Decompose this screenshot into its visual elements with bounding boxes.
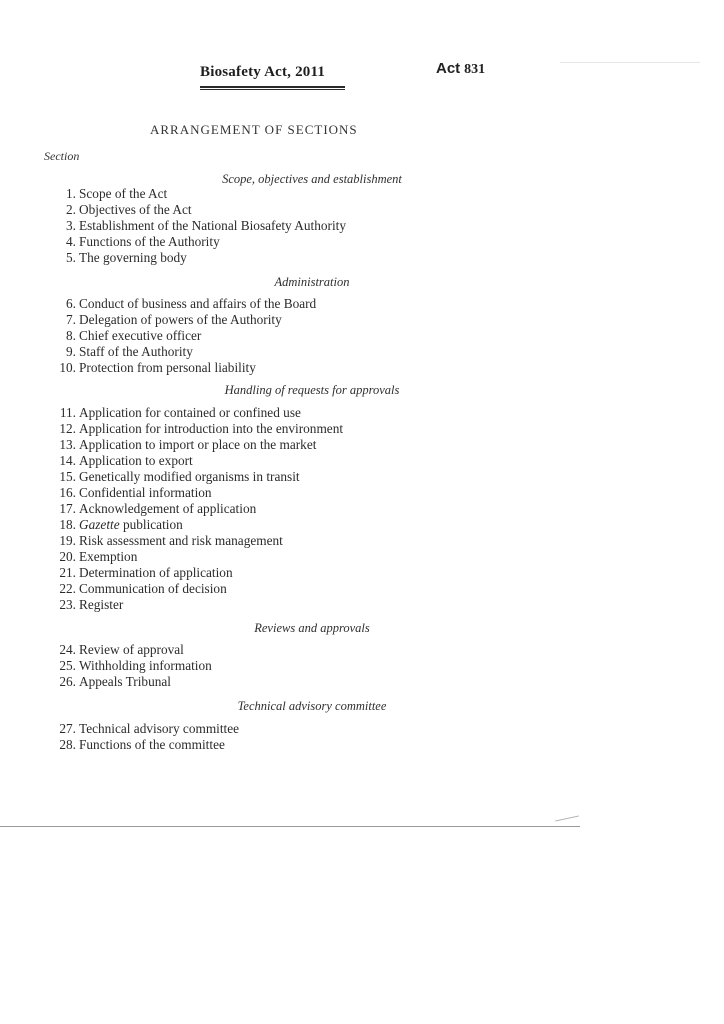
section-number: 23. — [59, 597, 76, 612]
group-heading: Technical advisory committee — [237, 699, 387, 713]
toc-item — [40, 581, 227, 597]
section-title: Acknowledgement of application — [79, 501, 257, 516]
section-number: 8. — [66, 328, 76, 343]
toc-item — [40, 642, 184, 658]
toc-item — [40, 674, 171, 690]
toc-item — [40, 469, 300, 485]
section-title: Review of approval — [79, 642, 184, 657]
section-number: 6. — [66, 296, 76, 311]
section-number: 14. — [59, 453, 76, 468]
act-number-label — [436, 60, 485, 78]
toc-item — [40, 549, 137, 565]
section-title: Application to export — [79, 453, 193, 468]
section-title: Register — [79, 597, 124, 612]
title-underline — [200, 86, 345, 90]
section-title: Withholding information — [79, 658, 212, 673]
section-number: 4. — [66, 234, 76, 249]
section-title: Functions of the Authority — [79, 234, 220, 249]
section-number: 21. — [59, 565, 76, 580]
section-number: 12. — [59, 421, 76, 436]
section-number: 22. — [59, 581, 76, 596]
toc-item — [40, 565, 233, 581]
section-title: Genetically modified organisms in transit — [79, 469, 300, 484]
section-title: Objectives of the Act — [79, 202, 192, 217]
section-number: 16. — [59, 485, 76, 500]
section-title: Scope of the Act — [79, 186, 168, 201]
section-number: 28. — [59, 737, 76, 752]
toc-item — [40, 501, 256, 517]
section-title: Delegation of powers of the Authority — [79, 312, 282, 327]
section-number: 11. — [59, 405, 76, 420]
section-title: Communication of decision — [79, 581, 227, 596]
group-heading: Reviews and approvals — [254, 621, 370, 635]
section-title: Application for introduction into the environment — [79, 421, 344, 436]
toc-item — [40, 360, 256, 376]
section-number: 9. — [66, 344, 76, 359]
section-number: 24. — [59, 642, 76, 657]
toc-item — [40, 344, 193, 360]
toc-item — [40, 186, 167, 202]
toc-item — [40, 234, 220, 250]
toc-item — [40, 250, 187, 266]
toc-item — [40, 202, 192, 218]
section-title: Technical advisory committee — [79, 721, 240, 736]
toc-item — [40, 485, 212, 501]
section-title: Determination of application — [79, 565, 233, 580]
toc-item — [40, 533, 283, 549]
section-number: 26. — [59, 674, 76, 689]
section-number: 19. — [59, 533, 76, 548]
section-title: Functions of the committee — [79, 737, 225, 752]
act-number: 831 — [464, 62, 486, 77]
section-number: 3. — [66, 218, 76, 233]
section-title: Conduct of business and affairs of the Board — [79, 296, 317, 311]
toc-item — [40, 437, 316, 453]
toc-item — [40, 405, 301, 421]
toc-item — [40, 721, 239, 737]
section-title: Appeals Tribunal — [79, 674, 171, 689]
section-title: Application for contained or confined use — [79, 405, 301, 420]
toc-item — [40, 737, 225, 753]
act-title: Biosafety Act, 2011 — [200, 64, 326, 80]
section-title: Application to import or place on the market — [79, 437, 317, 452]
section-number: 13. — [59, 437, 76, 452]
toc-item — [40, 658, 212, 674]
section-number: 2. — [66, 202, 76, 217]
page-edge-rule — [0, 826, 580, 827]
group-heading: Administration — [274, 275, 350, 289]
margin-rule — [560, 62, 700, 63]
section-title: Exemption — [79, 549, 138, 564]
section-title: Chief executive officer — [79, 328, 202, 343]
section-title: Confidential information — [79, 485, 212, 500]
section-title: Risk assessment and risk management — [79, 533, 283, 548]
section-title-italic: Gazette — [79, 517, 120, 532]
arrangement-heading: ARRANGEMENT OF SECTIONS — [150, 122, 358, 137]
section-title: The governing body — [79, 250, 187, 265]
toc-item — [40, 328, 201, 344]
section-number: 10. — [59, 360, 76, 375]
toc-item — [40, 296, 316, 312]
page-edge-rule-tail — [555, 816, 579, 822]
group-heading: Handling of requests for approvals — [224, 383, 400, 397]
section-number: 27. — [59, 721, 76, 736]
section-number: 18. — [59, 517, 76, 532]
toc-item — [40, 517, 183, 533]
toc-item — [40, 218, 346, 234]
section-title: Protection from personal liability — [79, 360, 256, 375]
section-number: 17. — [59, 501, 76, 516]
section-column-label: Section — [44, 149, 80, 163]
section-number: 1. — [66, 186, 76, 201]
section-number: 5. — [66, 250, 76, 265]
section-number: 15. — [59, 469, 76, 484]
section-number: 25. — [59, 658, 76, 673]
act-word: Act — [436, 60, 461, 77]
toc-item — [40, 453, 193, 469]
toc-item — [40, 421, 343, 437]
section-title: publication — [119, 517, 183, 532]
section-title: Establishment of the National Biosafety Authority — [79, 218, 347, 233]
section-number: 20. — [59, 549, 76, 564]
section-title: Staff of the Authority — [79, 344, 193, 359]
toc-item — [40, 597, 123, 613]
group-heading: Scope, objectives and establishment — [222, 172, 402, 186]
section-number: 7. — [66, 312, 76, 327]
toc-item — [40, 312, 282, 328]
